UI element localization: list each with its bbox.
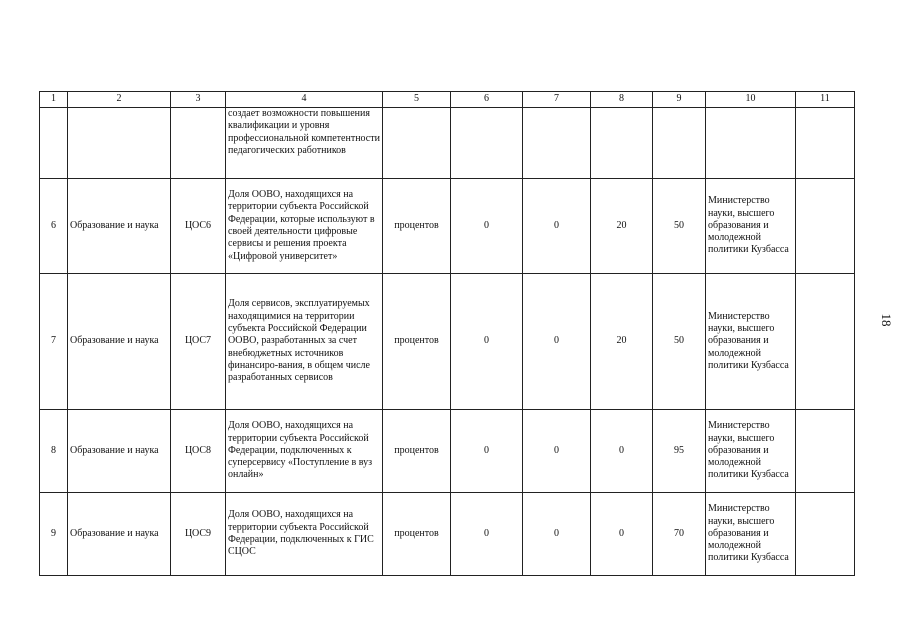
column-number: 2 <box>68 92 171 108</box>
value-cell: 0 <box>523 274 591 410</box>
responsible-cell: Министерство науки, высшего образования и молодежной политики Кузбасса <box>706 274 796 410</box>
table-row <box>40 274 855 410</box>
code-cell: ЦОС8 <box>171 410 226 493</box>
area-cell: Образование и наука <box>68 179 171 274</box>
indicators-table <box>39 91 855 576</box>
note-cell <box>796 410 855 493</box>
row-number: 8 <box>40 410 68 493</box>
value-cell: 0 <box>523 493 591 576</box>
value-cell: 0 <box>451 493 523 576</box>
unit-cell: процентов <box>383 274 451 410</box>
row-number: 6 <box>40 179 68 274</box>
value-cell: 0 <box>451 274 523 410</box>
page-number: 18 <box>879 313 894 327</box>
value-cell: 0 <box>451 179 523 274</box>
column-number: 3 <box>171 92 226 108</box>
column-number: 11 <box>796 92 855 108</box>
column-number: 10 <box>706 92 796 108</box>
value-cell: 0 <box>591 493 653 576</box>
indicator-description: Доля ООВО, находящихся на территории субъекта Российской Федерации, подключенных к суперсервису «Поступление в вуз онлайн» <box>226 410 383 493</box>
column-number: 4 <box>226 92 383 108</box>
indicator-description: Доля сервисов, эксплуатируемых находящимися на территории субъекта Российской Федерации ООВО, разработанных за счет внебюджетных источников финансиро-вания, в общем числе разработанных сервисов <box>226 274 383 410</box>
row-number: 7 <box>40 274 68 410</box>
note-cell <box>796 274 855 410</box>
column-number: 9 <box>653 92 706 108</box>
area-cell: Образование и наука <box>68 410 171 493</box>
indicator-description: Доля ООВО, находящихся на территории субъекта Российской Федерации, которые используют в своей деятельности цифровые сервисы и решения проекта «Цифровой университет» <box>226 179 383 274</box>
column-number: 5 <box>383 92 451 108</box>
value-cell: 95 <box>653 410 706 493</box>
value-cell: 50 <box>653 274 706 410</box>
table-row <box>40 410 855 493</box>
note-cell <box>796 493 855 576</box>
column-number: 6 <box>451 92 523 108</box>
continuation-row <box>40 108 855 179</box>
unit-cell: процентов <box>383 410 451 493</box>
indicator-description: создает возможности повышения квалификации и уровня профессиональной компетентности педагогических работников <box>226 108 383 179</box>
responsible-cell: Министерство науки, высшего образования и молодежной политики Кузбасса <box>706 410 796 493</box>
row-number: 9 <box>40 493 68 576</box>
unit-cell: процентов <box>383 179 451 274</box>
value-cell: 20 <box>591 179 653 274</box>
value-cell: 0 <box>523 179 591 274</box>
column-number: 7 <box>523 92 591 108</box>
column-number: 1 <box>40 92 68 108</box>
value-cell: 20 <box>591 274 653 410</box>
code-cell: ЦОС6 <box>171 179 226 274</box>
value-cell: 0 <box>591 410 653 493</box>
column-number: 8 <box>591 92 653 108</box>
table-row <box>40 493 855 576</box>
unit-cell: процентов <box>383 493 451 576</box>
value-cell: 70 <box>653 493 706 576</box>
value-cell: 0 <box>451 410 523 493</box>
value-cell: 0 <box>523 410 591 493</box>
area-cell: Образование и наука <box>68 274 171 410</box>
indicator-description: Доля ООВО, находящихся на территории субъекта Российской Федерации, подключенных к ГИС СЦОС <box>226 493 383 576</box>
code-cell: ЦОС9 <box>171 493 226 576</box>
column-number-row <box>40 92 855 108</box>
responsible-cell: Министерство науки, высшего образования и молодежной политики Кузбасса <box>706 493 796 576</box>
area-cell: Образование и наука <box>68 493 171 576</box>
value-cell: 50 <box>653 179 706 274</box>
table-row <box>40 179 855 274</box>
responsible-cell: Министерство науки, высшего образования и молодежной политики Кузбасса <box>706 179 796 274</box>
note-cell <box>796 179 855 274</box>
code-cell: ЦОС7 <box>171 274 226 410</box>
